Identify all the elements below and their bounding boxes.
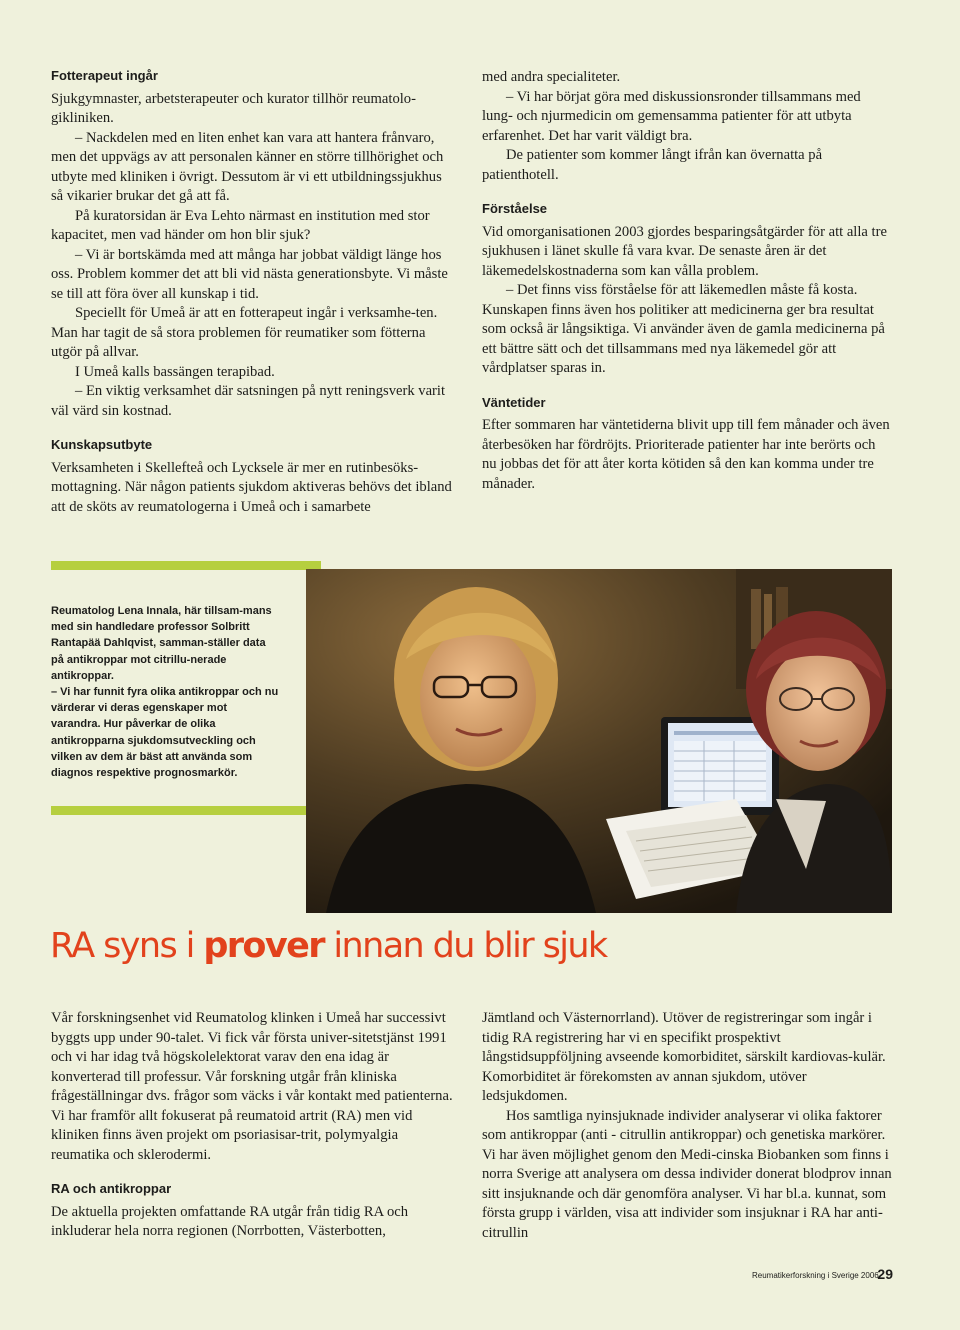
paragraph: Vid omorganisationen 2003 gjordes besparingsåtgärder för att alla tre sjukhusen i länet skulle få vara kvar. De senaste åren är det läkemedelskostnaderna som kan vålla problem. xyxy=(482,223,887,279)
paragraph: Verksamheten i Skellefteå och Lycksele är mer en rutinbesöks-mottagning. När någon patients sjukdom aktiveras behövs det ibland att de sköts av reumatologerna i Umeå och i samarbete xyxy=(51,459,452,515)
caption-quote: – Vi har funnit fyra olika antikroppar och nu värderar vi deras egenskaper mot varandra. Hur påverkar de olika antikropparna sjukdomsutveckling och vilken av dem är bäst att använda som diagnos respektive prognosmarkör. xyxy=(51,686,279,780)
article-column-bottom-left xyxy=(51,1009,455,1242)
paragraph: – Det finns viss förståelse för att läkemedlen måste få kosta. Kunskapen finns även hos politiker att medicinerna ger bra resultat som också är långsiktiga. Vi använder även de gamla medicinerna på ett bättre sätt och det tillsammans med nya läkemedel gör att vårdplatser sparas in. xyxy=(482,282,885,376)
photo-illustration xyxy=(306,569,892,913)
paragraph: På kuratorsidan är Eva Lehto närmast en institution med stor kapacitet, men vad händer om hon blir sjuk? xyxy=(51,207,430,243)
paragraph: Speciellt för Umeå är att en fotterapeut ingår i verksamhe-ten. Man har tagit de så stora problemen för reumatiker som fötterna utgör på allvar. xyxy=(51,305,438,360)
subheading-fotterapeut: Fotterapeut ingår xyxy=(51,68,158,83)
article-column-top-left xyxy=(51,66,457,517)
paragraph: De aktuella projekten omfattande RA utgår från tidig RA och inkluderar hela norra regionen (Norrbotten, Västerbotten, xyxy=(51,1203,409,1239)
paragraph: – En viktig verksamhet där satsningen på nytt reningsverk varit väl värd sin kostnad. xyxy=(51,383,446,419)
accent-bar-top xyxy=(51,561,321,570)
caption-text: Reumatolog Lena Innala, här tillsam-mans med sin handledare professor Solbritt Rantapää Dahlqvist, samman-ställer data på antikroppar mot citrillu-nerade antikroppar. xyxy=(51,605,272,682)
paragraph: Sjukgymnaster, arbetsterapeuter och kurator tillhör reumatolo-gikliniken. xyxy=(51,90,416,126)
paragraph: Jämtland och Västernorrland). Utöver de registreringar som ingår i tidig RA registrering har vi en specifikt prospektivt långstidsuppföljning avseende komorbiditet, särskilt kardiovas-kulär. Komorbiditet är förekomsten av annan sjukdom, utöver ledsjukdomen. xyxy=(482,1010,886,1104)
accent-bar-bottom xyxy=(51,806,321,815)
subheading-kunskapsutbyte: Kunskapsutbyte xyxy=(51,437,153,452)
paragraph: – Nackdelen med en liten enhet kan vara att hantera frånvaro, men det uppvägs av att personalen känner en större tillhörighet och utbyte med kliniken i övrigt. Dessutom är vi ett utbildningssjukhus så vikarier brukar det gå att få. xyxy=(51,129,444,204)
article-column-bottom-right xyxy=(482,1009,892,1243)
paragraph: Hos samtliga nyinsjuknade individer analyserar vi olika faktorer som antikroppar (anti - citrullin antikroppar) och genetiska markörer. Vi har även möjlighet genom den Medi-cinska Biobanken som finns i norra Sverige att analysera om dessa individer donerat blodprov innan sitt insjuknande och där genomföra analyser. Vi har bl.a. kunnat, som första grupp i världen, visa att individer som insjuknar i RA har anti-citrullin xyxy=(482,1107,892,1241)
page-number: 29 xyxy=(877,1266,893,1282)
paragraph: – Vi har börjat göra med diskussionsronder tillsammans med lung- och njurmedicin om gemensamma patienter för att utbyta erfarenhet. Det har varit väldigt bra. xyxy=(482,88,861,144)
page-footer xyxy=(752,1266,893,1288)
paragraph: I Umeå kalls bassängen terapibad. xyxy=(75,363,275,380)
paragraph: Efter sommaren har väntetiderna blivit upp till fem månader och även återbesöken har fördröjts. Prioriterade patienter har inte berörts och nu jobbas det för att åter korta kötiden så den kan komma under tre månader. xyxy=(482,417,890,492)
publication-name: Reumatikerforskning i Sverige 2006 xyxy=(752,1271,879,1280)
article-column-top-right xyxy=(482,68,892,494)
article-headline xyxy=(50,926,750,966)
subheading-ra-antikroppar: RA och antikroppar xyxy=(51,1181,172,1196)
paragraph: De patienter som kommer långt ifrån kan övernatta på patienthotell. xyxy=(482,147,823,183)
headline-part1: RA syns i xyxy=(50,926,204,966)
headline-emphasis: prover xyxy=(203,926,324,966)
subheading-vantetider: Väntetider xyxy=(482,394,546,410)
photo-caption xyxy=(51,603,279,781)
headline-part3: innan du blir sjuk xyxy=(323,926,607,966)
photo-researchers xyxy=(306,569,892,913)
paragraph: – Vi är bortskämda med att många har jobbat väldigt länge hos oss. Problem kommer det att bli vid nästa generationsbyte. Vi måste se till att föra över all kunskap i tid. xyxy=(51,246,448,302)
subheading-forstaelse: Förståelse xyxy=(482,201,548,216)
paragraph: med andra specialiteter. xyxy=(482,69,621,85)
paragraph: Vår forskningsenhet vid Reumatolog klinken i Umeå har successivt byggts upp under 90-talet. Vi fick vår första univer-sitetstjänst 1991 och vi har idag två högskolelektorat varav den ena idag är konverterad till professur. Vår forskning utgår från kliniska frågeställningar dvs. frågor som väcks i vår kontakt med patienterna. Vi har framför allt fokuserat på reumatoid artrit (RA) men vid kliniken finns även projekt om psoriasisar-trit, polymyalgia reumatika och sklerodermi. xyxy=(51,1010,453,1163)
